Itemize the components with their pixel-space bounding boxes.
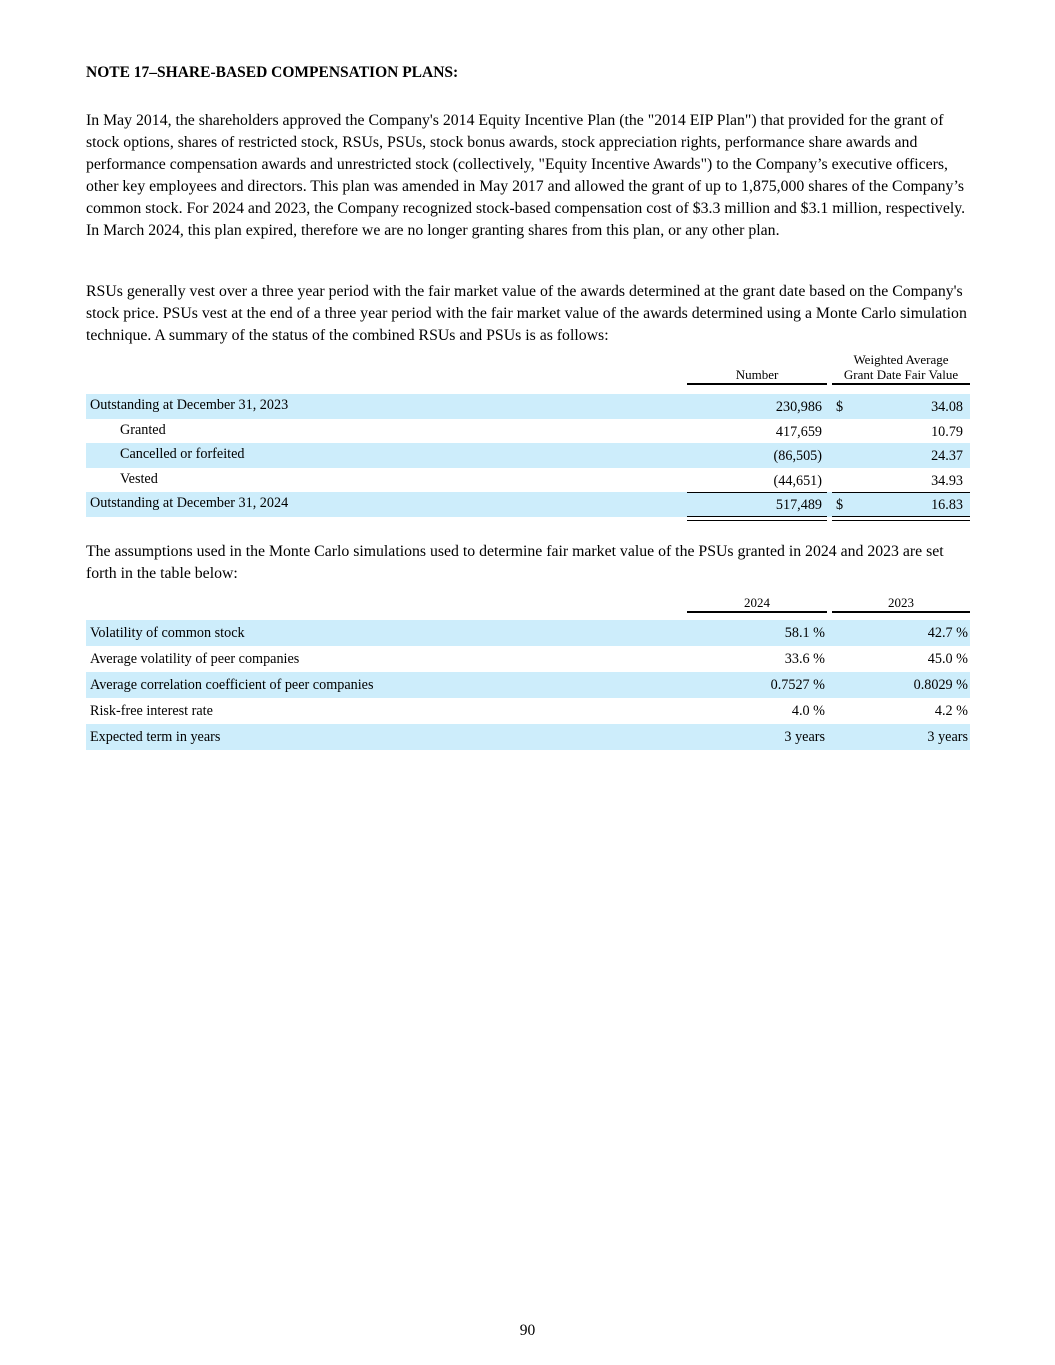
table-row — [86, 620, 970, 646]
cell-2023 — [832, 677, 970, 694]
value-cell — [832, 399, 970, 416]
header-line-2: Grant Date Fair Value — [843, 367, 959, 382]
cell-2023 — [832, 703, 970, 720]
cell-2024 — [687, 729, 827, 746]
value: 34.08 — [931, 399, 963, 415]
header-number: Number — [687, 367, 827, 385]
value-cell — [832, 448, 970, 465]
value-cell — [832, 497, 970, 514]
number-cell — [687, 399, 827, 416]
subtotal-line — [687, 492, 827, 493]
assumptions-table — [86, 588, 970, 750]
value: 4.0 % — [791, 703, 825, 719]
number-value: (86,505) — [773, 448, 822, 464]
value: 0.7527 % — [770, 677, 825, 693]
number-cell — [687, 448, 827, 465]
row-label: Outstanding at December 31, 2023 — [90, 397, 289, 413]
row-label: Outstanding at December 31, 2024 — [90, 495, 289, 511]
cell-2024 — [687, 625, 827, 642]
subtotal-line — [832, 492, 970, 493]
table-row — [86, 443, 970, 468]
page-number: 90 — [519, 1322, 536, 1339]
row-label: Volatility of common stock — [90, 625, 245, 641]
table-row — [86, 468, 970, 493]
cell-2023 — [832, 729, 970, 746]
row-label: Average correlation coefficient of peer companies — [90, 677, 374, 693]
table-row — [86, 646, 970, 672]
header-fair-value — [832, 352, 970, 385]
value: 3 years — [784, 729, 825, 745]
value: 33.6 % — [784, 651, 825, 667]
dollar-sign: $ — [836, 497, 844, 513]
paragraph-equity-plan: In May 2014, the shareholders approved the Company's 2014 Equity Incentive Plan (the "2014 EIP Plan") that provided for the grant of stock options, shares of restricted stock, RSUs, PSUs, stock bonus awards, stock appreciation rights, performance share awards and performance compensation awards and unrestricted stock (collectively, "Equity Incentive Awards") to the Company’s executive officers, other key employees and directors. This plan was amended in May 2017 and allowed the grant of up to 1,875,000 shares of the Company’s common stock. For 2024 and 2023, the Company recognized stock-based compensation cost of $3.3 million and $3.1 million, respectively. In March 2024, this plan expired, therefore we are no longer granting shares from this plan, or any other plan. — [86, 112, 966, 239]
row-label: Average volatility of peer companies — [90, 651, 300, 667]
header-2024: 2024 — [687, 595, 827, 613]
cell-2024 — [687, 703, 827, 720]
table-row — [86, 698, 970, 724]
value: 4.2 % — [934, 703, 968, 719]
value: 0.8029 % — [913, 677, 968, 693]
double-underline — [687, 516, 827, 521]
note-title: NOTE 17–SHARE-BASED COMPENSATION PLANS: — [86, 64, 459, 81]
double-underline — [832, 516, 970, 521]
table-row-total — [86, 492, 970, 517]
row-label: Vested — [120, 470, 158, 487]
table-header — [86, 354, 970, 386]
table-row — [86, 394, 970, 419]
row-label: Cancelled or forfeited — [120, 446, 245, 462]
value-cell — [832, 424, 970, 441]
number-cell — [687, 497, 827, 514]
value: 58.1 % — [784, 625, 825, 641]
cell-2023 — [832, 651, 970, 668]
number-value: 517,489 — [775, 497, 822, 513]
paragraph-assumptions: The assumptions used in the Monte Carlo simulations used to determine fair market value of the PSUs granted in 2024 and 2023 are set forth in the table below: — [86, 543, 944, 582]
value: 34.93 — [931, 472, 963, 489]
cell-2024 — [687, 651, 827, 668]
value: 42.7 % — [927, 625, 968, 641]
row-label: Risk-free interest rate — [90, 703, 213, 719]
number-value: (44,651) — [773, 472, 822, 489]
table-header — [86, 588, 970, 614]
value: 24.37 — [931, 448, 963, 464]
value: 3 years — [927, 729, 968, 745]
header-2023: 2023 — [832, 595, 970, 613]
value: 10.79 — [931, 423, 963, 440]
dollar-sign: $ — [836, 399, 844, 415]
cell-2024 — [687, 677, 827, 694]
number-cell — [687, 424, 827, 441]
value-cell — [832, 473, 970, 490]
row-label: Granted — [120, 421, 166, 438]
rsu-psu-table — [86, 354, 970, 517]
cell-2023 — [832, 625, 970, 642]
table-row — [86, 724, 970, 750]
table-row — [86, 419, 970, 444]
paragraph-rsu-psu: RSUs generally vest over a three year period with the fair market value of the awards determined at the grant date based on the Company's stock price. PSUs vest at the end of a three year period with the fair market value of the awards determined using a Monte Carlo simulation technique. A summary of the status of the combined RSUs and PSUs is as follows: — [86, 283, 967, 344]
row-label: Expected term in years — [90, 729, 221, 745]
header-line-1: Weighted Average — [853, 352, 949, 367]
number-value: 230,986 — [775, 399, 822, 415]
value: 16.83 — [931, 497, 963, 513]
number-value: 417,659 — [775, 423, 822, 440]
value: 45.0 % — [927, 651, 968, 667]
table-row — [86, 672, 970, 698]
number-cell — [687, 473, 827, 490]
